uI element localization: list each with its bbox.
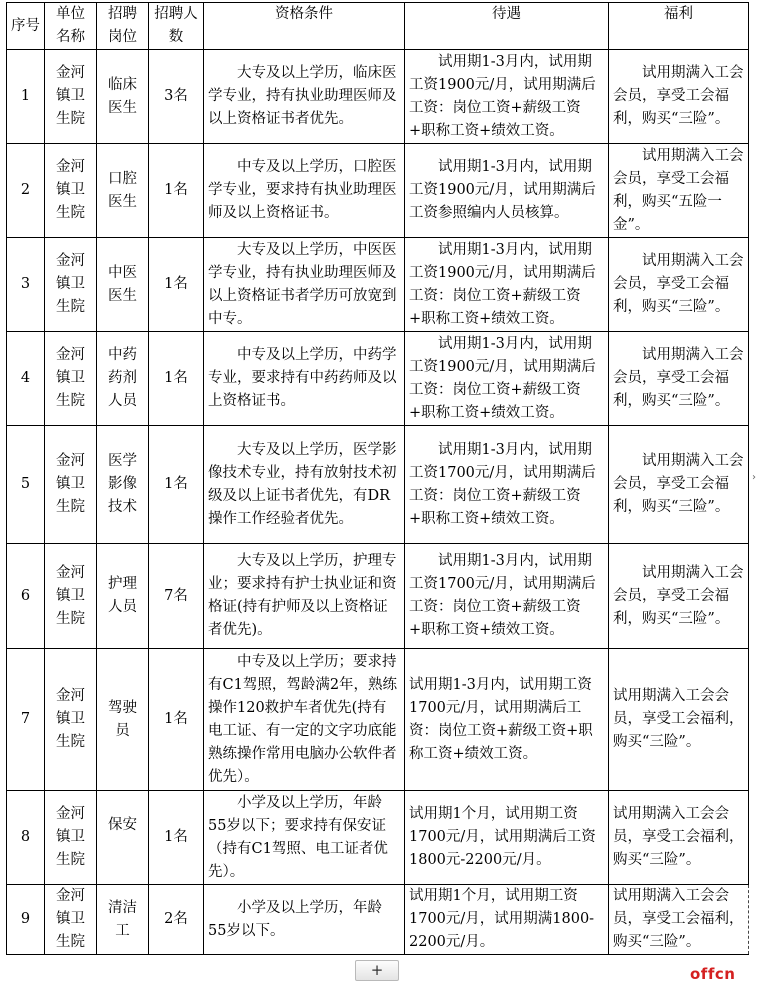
- cell-qualification: 中专及以上学历，中药学专业，要求持有中药药师及以上资格证书。: [204, 332, 405, 426]
- cell-welfare: 试用期满入工会会员，享受工会福利，购买“三险”。: [609, 885, 749, 955]
- table-row: [7, 426, 749, 544]
- header-unit: 单位名称: [45, 3, 97, 50]
- cell-treatment: 试用期1-3月内，试用期工资1700元/月，试用期满后工资：岗位工资+薪级工资+职称工资+绩效工资。: [405, 649, 609, 791]
- cell-welfare: 试用期满入工会会员，享受工会福利，购买“三险”。: [609, 426, 749, 544]
- cell-count: 1名: [149, 791, 204, 885]
- cell-count: 1名: [149, 426, 204, 544]
- cell-treatment: 试用期1-3月内，试用期工资1900元/月，试用期满后工资：岗位工资+薪级工资+职称工资+绩效工资。: [405, 238, 609, 332]
- header-count: 招聘人数: [149, 3, 204, 50]
- cell-unit: 金河镇卫生院: [45, 649, 97, 791]
- cell-treatment: 试用期1-3月内，试用期工资1700元/月，试用期满后工资：岗位工资+薪级工资+职称工资+绩效工资。: [405, 544, 609, 649]
- header-welfare: 福利: [609, 3, 749, 50]
- cell-qualification: 中专及以上学历；要求持有C1驾照，驾龄满2年，熟练操作120救护车者优先(持有电工证、有一定的文字功底能熟练操作常用电脑办公软件者优先）。: [204, 649, 405, 791]
- cell-post: 保安: [97, 791, 149, 885]
- cell-treatment: 试用期1-3月内，试用期工资1900元/月，试用期满后工资：岗位工资+薪级工资+职称工资+绩效工资。: [405, 332, 609, 426]
- cell-qualification: 小学及以上学历，年龄55岁以下；要求持有保安证（持有C1驾照、电工证者优先）。: [204, 791, 405, 885]
- cell-no: 5: [7, 426, 45, 544]
- cell-count: 1名: [149, 649, 204, 791]
- cell-no: 4: [7, 332, 45, 426]
- cell-treatment: 试用期1-3月内，试用期工资1700元/月，试用期满后工资：岗位工资+薪级工资+职称工资+绩效工资。: [405, 426, 609, 544]
- cell-unit: 金河镇卫生院: [45, 144, 97, 238]
- cell-unit: 金河镇卫生院: [45, 332, 97, 426]
- header-row: [7, 3, 749, 50]
- cell-unit: 金河镇卫生院: [45, 426, 97, 544]
- cell-no: 3: [7, 238, 45, 332]
- cell-welfare: 试用期满入工会会员，享受工会福利，购买“五险一金”。: [609, 144, 749, 238]
- cell-no: 9: [7, 885, 45, 955]
- cell-post: 临床医生: [97, 50, 149, 144]
- cell-count: 1名: [149, 238, 204, 332]
- add-row-button[interactable]: +: [355, 960, 399, 981]
- cell-qualification: 中专及以上学历，口腔医学专业，要求持有执业助理医师及以上资格证书。: [204, 144, 405, 238]
- cell-post: 护理人员: [97, 544, 149, 649]
- table-row: [7, 544, 749, 649]
- cell-count: 2名: [149, 885, 204, 955]
- cell-treatment: 试用期1个月，试用期工资1700元/月，试用期满后工资1800元-2200元/月。: [405, 791, 609, 885]
- table-row: [7, 332, 749, 426]
- cell-qualification: 大专及以上学历，中医医学专业，持有执业助理医师及以上资格证书者学历可放宽到中专。: [204, 238, 405, 332]
- cell-no: 7: [7, 649, 45, 791]
- cell-count: 1名: [149, 332, 204, 426]
- cell-no: 6: [7, 544, 45, 649]
- cell-welfare: 试用期满入工会会员，享受工会福利，购买“三险”。: [609, 332, 749, 426]
- cell-welfare: 试用期满入工会会员，享受工会福利，购买“三险”。: [609, 649, 749, 791]
- cell-post: 口腔医生: [97, 144, 149, 238]
- cell-qualification: 大专及以上学历，护理专业；要求持有护士执业证和资格证(持有护师及以上资格证者优先)。: [204, 544, 405, 649]
- cell-welfare: 试用期满入工会会员，享受工会福利，购买“三险”。: [609, 50, 749, 144]
- cell-treatment: 试用期1-3月内，试用期工资1900元/月，试用期满后工资：岗位工资+薪级工资+职称工资+绩效工资。: [405, 50, 609, 144]
- offcn-watermark: offcn: [690, 965, 736, 983]
- header-no: 序号: [7, 3, 45, 50]
- cell-count: 7名: [149, 544, 204, 649]
- table-row: [7, 649, 749, 791]
- cell-qualification: 大专及以上学历，临床医学专业，持有执业助理医师及以上资格证书者优先。: [204, 50, 405, 144]
- scroll-right-arrow-icon[interactable]: ›: [752, 472, 756, 483]
- cell-unit: 金河镇卫生院: [45, 885, 97, 955]
- cell-no: 8: [7, 791, 45, 885]
- cell-welfare: 试用期满入工会会员，享受工会福利，购买“三险”。: [609, 791, 749, 885]
- cell-no: 2: [7, 144, 45, 238]
- cell-qualification: 小学及以上学历，年龄55岁以下。: [204, 885, 405, 955]
- cell-treatment: 试用期1个月，试用期工资1700元/月，试用期满1800-2200元/月。: [405, 885, 609, 955]
- cell-unit: 金河镇卫生院: [45, 50, 97, 144]
- cell-post: 驾驶员: [97, 649, 149, 791]
- cell-no: 1: [7, 50, 45, 144]
- cell-count: 1名: [149, 144, 204, 238]
- cell-post: 医学影像技术: [97, 426, 149, 544]
- cell-welfare: 试用期满入工会会员，享受工会福利，购买“三险”。: [609, 544, 749, 649]
- table-row: [7, 50, 749, 144]
- table-row: [7, 144, 749, 238]
- cell-unit: 金河镇卫生院: [45, 238, 97, 332]
- recruitment-table: [6, 2, 749, 955]
- cell-post: 清洁工: [97, 885, 149, 955]
- cell-post: 中医医生: [97, 238, 149, 332]
- cell-unit: 金河镇卫生院: [45, 544, 97, 649]
- header-post: 招聘岗位: [97, 3, 149, 50]
- header-qualification: 资格条件: [204, 3, 405, 50]
- table-row: [7, 791, 749, 885]
- cell-welfare: 试用期满入工会会员，享受工会福利，购买“三险”。: [609, 238, 749, 332]
- table-row: [7, 238, 749, 332]
- header-treatment: 待遇: [405, 3, 609, 50]
- cell-treatment: 试用期1-3月内，试用期工资1900元/月，试用期满后工资参照编内人员核算。: [405, 144, 609, 238]
- cell-post: 中药药剂人员: [97, 332, 149, 426]
- cell-qualification: 大专及以上学历，医学影像技术专业，持有放射技术初级及以上证书者优先，有DR操作工作经验者优先。: [204, 426, 405, 544]
- table-row: [7, 885, 749, 955]
- cell-unit: 金河镇卫生院: [45, 791, 97, 885]
- cell-count: 3名: [149, 50, 204, 144]
